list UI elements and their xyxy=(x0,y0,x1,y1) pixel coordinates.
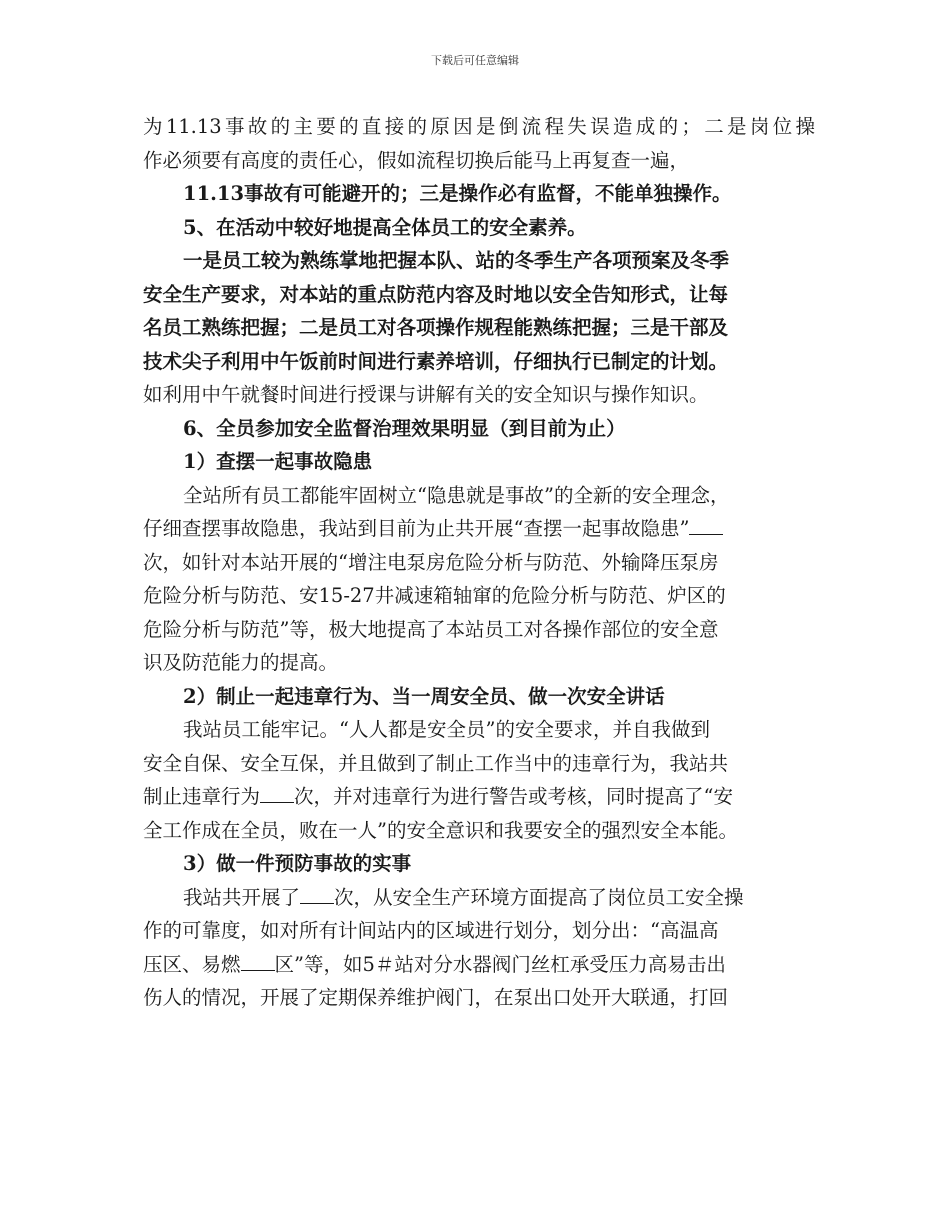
fill-blank xyxy=(241,950,275,971)
text-line: 安全自保、安全互保，并且做到了制止工作当中的违章行为，我站共 xyxy=(143,751,729,775)
text-line: 全工作成在全员，败在一人”的安全意识和我要安全的强烈安全本能。 xyxy=(143,818,738,842)
text-segment: 区”等，如5＃站对分水器阀门丝杠承受压力高易击出 xyxy=(274,952,726,976)
text-line: 识及防范能力的提高。 xyxy=(143,651,339,674)
subsection-heading: 2）制止一起违章行为、当一周安全员、做一次安全讲话 xyxy=(183,684,665,708)
subsection-heading: 3）做一件预防事故的实事 xyxy=(183,852,412,875)
text-line: 技术尖子利用中午饭前时间进行素养培训，仔细执行已制定的计划。 xyxy=(143,349,729,373)
text-line xyxy=(143,881,815,915)
text-segment: 压区、易燃 xyxy=(143,952,241,976)
text-line: 次，如针对本站开展的“增注电泵房危险分析与防范、外输降压泵房 xyxy=(143,550,719,574)
text-line: 伤人的情况，开展了定期保养维护阀门，在泵出口处开大联通，打回 xyxy=(143,986,729,1009)
text-segment: 我站共开展了 xyxy=(183,885,301,909)
text-line: 安全生产要求，对本站的重点防范内容及时地以安全告知形式，让每 xyxy=(143,282,729,306)
text-line: 11.13事故有可能避开的；三是操作必有监督，不能单独操作。 xyxy=(183,182,732,205)
text-line xyxy=(143,948,815,982)
text-segment: 仔细查摆事故隐患，我站到目前为止共开展“查摆一起事故隐患” xyxy=(143,517,690,540)
fill-blank xyxy=(260,783,294,804)
text-line xyxy=(143,512,815,546)
text-line: 名员工熟练把握；二是员工对各项操作规程能熟练把握；三是干部及 xyxy=(143,316,729,339)
text-line: 作必须要有高度的责任心，假如流程切换后能马上再复查一遍， xyxy=(143,148,690,172)
fill-blank xyxy=(300,883,334,904)
text-line: 我站员工能牢记。“人人都是安全员”的安全要求，并自我做到 xyxy=(183,718,710,741)
fill-blank xyxy=(689,515,723,536)
text-line: 一是员工较为熟练掌地把握本队、站的冬季生产各项预案及冬季 xyxy=(183,249,730,272)
text-line: 危险分析与防范、安15-27井减速箱轴窜的危险分析与防范、炉区的 xyxy=(143,584,726,607)
text-segment: 次，并对违章行为进行警告或考核，同时提高了“安 xyxy=(294,785,733,808)
text-line: 如利用中午就餐时间进行授课与讲解有关的安全知识与操作知识。 xyxy=(143,383,709,406)
text-line: 作的可靠度，如对所有计间站内的区域进行划分，划分出：“高温高 xyxy=(143,919,719,942)
text-line: 危险分析与防范”等，极大地提高了本站员工对各操作部位的安全意 xyxy=(143,617,719,641)
section-heading: 6、全员参加安全监督治理效果明显（到目前为止） xyxy=(183,416,626,440)
page-header: 下载后可任意编辑 xyxy=(431,54,519,67)
document-body xyxy=(143,110,815,1015)
subsection-heading: 1）查摆一起事故隐患 xyxy=(183,450,373,473)
text-line xyxy=(143,780,815,814)
text-segment: 次，从安全生产环境方面提高了岗位员工安全操 xyxy=(334,885,744,909)
text-segment: 制止违章行为 xyxy=(143,785,261,808)
text-line: 为11.13事故的主要的直接的原因是倒流程失误造成的；二是岗位操 xyxy=(143,115,815,138)
text-line: 全站所有员工都能牢固树立“隐患就是事故”的全新的安全理念， xyxy=(183,483,730,507)
section-heading: 5、在活动中较好地提高全体员工的安全素养。 xyxy=(183,215,587,239)
